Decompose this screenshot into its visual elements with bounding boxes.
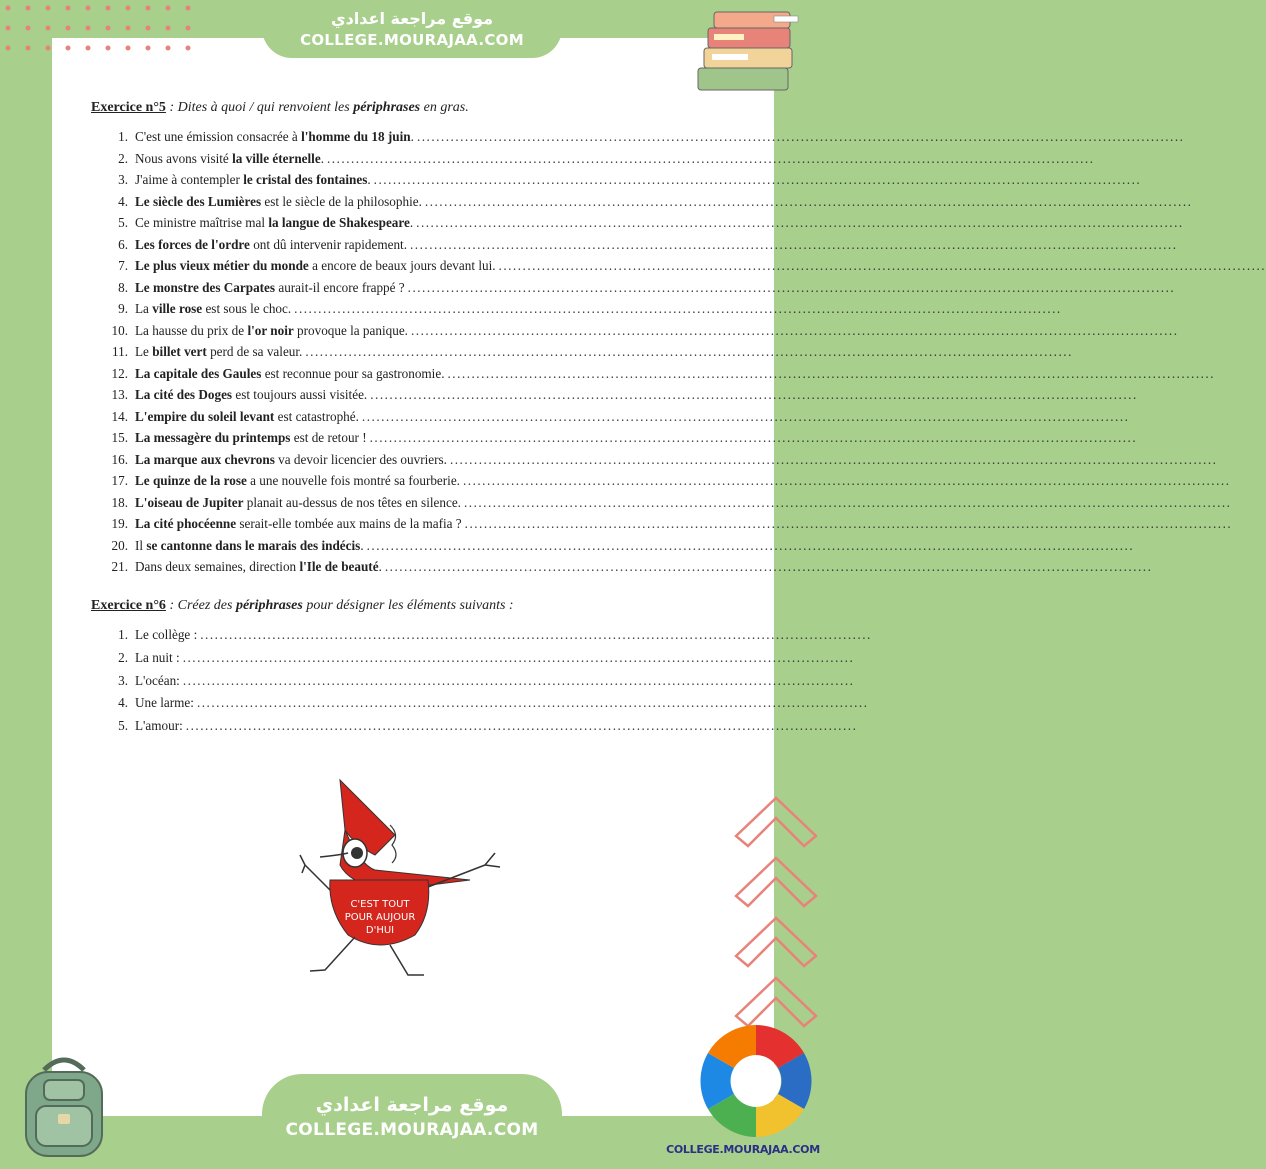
answer-blank[interactable]: ................................................................................................................................................................ [462, 473, 1231, 488]
item-text-plain: planait au-dessus de nos têtes en silence. [243, 494, 461, 510]
item-text [135, 556, 382, 578]
item-text-plain: . [320, 150, 324, 166]
cartoon-caption-line: D'HUI [365, 925, 395, 936]
answer-blank[interactable]: ................................................................................................................................................................ [416, 129, 1185, 144]
item-number: 15. [111, 430, 128, 445]
item-number: 1. [118, 129, 128, 144]
item-text [135, 492, 461, 514]
item-text-plain: serait-elle tombée aux mains de la mafia ? [236, 516, 462, 531]
answer-blank[interactable]: ................................................................................................................................................................ [305, 344, 1073, 359]
exercise-6 [91, 598, 872, 738]
item-number: 10. [111, 322, 128, 338]
answer-blank[interactable]: ................................................................................................................................................................ [294, 301, 1062, 316]
item-periphrase: Les forces de l'ordre [135, 236, 250, 252]
footer-url[interactable]: COLLEGE.MOURAJAA.COM [285, 1120, 539, 1140]
item-text-plain: va devoir licencier des ouvriers. [274, 451, 447, 467]
item-text [135, 234, 407, 256]
exercise-5-item [91, 169, 1142, 191]
item-text-plain: . [367, 172, 371, 187]
exercise-5-title: Exercice n°5 [91, 100, 166, 115]
exercise-5-item [91, 191, 1193, 213]
books-stack-icon [694, 8, 804, 96]
item-label: L'amour: [135, 718, 183, 734]
item-text [135, 513, 462, 535]
item-text [135, 427, 367, 449]
instruction-text: pour désigner les éléments suivants : [302, 598, 514, 613]
item-periphrase: L'empire du soleil levant [135, 408, 275, 424]
item-periphrase: la ville éternelle [232, 150, 321, 166]
answer-blank[interactable]: ................................................................................................................................................................ [373, 172, 1142, 187]
item-text-plain: J'aime à contempler [135, 172, 244, 187]
answer-blank[interactable]: ................................................................................................................................................................ [464, 516, 1233, 531]
instruction-keyword: périphrases [353, 100, 421, 115]
exercise-5-item [91, 255, 1266, 277]
item-text-plain: La [135, 301, 153, 316]
item-text-plain: Le [135, 344, 153, 359]
item-periphrase: l'or noir [247, 322, 294, 338]
exercise-5-item [91, 277, 1176, 299]
item-label: La nuit : [135, 649, 180, 665]
cartoon-caption-line: POUR AUJOUR [344, 912, 416, 923]
item-text-plain: . [360, 537, 364, 553]
item-text [135, 341, 302, 363]
item-periphrase: La cité phocéenne [135, 516, 237, 531]
item-text-plain: Dans deux semaines, direction [135, 559, 300, 574]
item-text [135, 384, 367, 406]
exercise-6-instruction [166, 598, 514, 613]
exercise-5-item [91, 148, 1095, 170]
exercise-5-item [91, 320, 1179, 342]
answer-blank[interactable]: ................................................................................................................................................................ [410, 236, 1178, 252]
exercise-6-title: Exercice n°6 [91, 598, 166, 613]
answer-blank[interactable]: ................................................................................................................................................................ [449, 451, 1218, 467]
item-text-plain: ont dû intervenir rapidement. [249, 236, 407, 252]
item-text-plain: Ce ministre maîtrise mal [135, 215, 269, 230]
item-text [135, 191, 422, 213]
item-number: 2. [118, 649, 128, 665]
decorative-dots [0, 0, 200, 60]
item-text [135, 363, 445, 385]
item-periphrase: Le plus vieux métier du monde [135, 258, 309, 273]
footer-arabic-title: موقع مراجعة اعدادي [315, 1094, 509, 1116]
exercise-5-item [91, 535, 1135, 557]
item-number: 17. [111, 473, 128, 488]
item-number: 1. [118, 627, 128, 642]
item-periphrase: l'homme du 18 juin [301, 129, 411, 144]
item-text [135, 212, 413, 234]
instruction-text: en gras. [420, 100, 469, 115]
item-number: 6. [118, 236, 128, 252]
item-text [135, 449, 447, 471]
item-text [135, 470, 460, 492]
item-text-plain: Nous avons visité [135, 150, 233, 166]
item-periphrase: se cantonne dans le marais des indécis [146, 537, 361, 553]
item-number: 7. [118, 258, 128, 273]
item-text [135, 169, 371, 191]
answer-blank[interactable]: ................................................................................................................................................................ [369, 430, 1138, 445]
exercise-5-item [91, 556, 1153, 578]
exercise-6-heading [91, 598, 711, 614]
header-url[interactable]: COLLEGE.MOURAJAA.COM [300, 31, 524, 49]
item-number: 2. [118, 150, 128, 166]
item-text-plain: est le siècle de la philosophie. [261, 193, 422, 209]
exercise-6-item [91, 692, 869, 715]
exercise-5-item [91, 427, 1138, 449]
exercise-6-item [91, 624, 872, 647]
item-periphrase: Le quinze de la rose [135, 473, 247, 488]
answer-blank[interactable]: ................................................................................................................................................................ [463, 494, 1232, 510]
exercise-5-item [91, 363, 1215, 385]
exercise-5-item [91, 470, 1231, 492]
item-text-plain: est toujours aussi visitée. [232, 387, 368, 402]
item-number: 16. [111, 451, 128, 467]
answer-blank[interactable]: ................................................................................................................................................................ [416, 215, 1184, 230]
chevron-up-decoration-icon [730, 790, 822, 1030]
instruction-text: : Créez des [165, 598, 236, 613]
answer-blank[interactable]: ................................................................................................................................................................ [361, 408, 1130, 424]
item-text-plain: est reconnue pour sa gastronomie. [261, 365, 445, 381]
answer-blank[interactable]: ................................................................................................................................................................ [410, 322, 1179, 338]
item-periphrase: La marque aux chevrons [135, 451, 275, 467]
exercise-6-item [91, 647, 855, 670]
item-text [135, 126, 414, 148]
item-number: 21. [111, 559, 128, 574]
logo-url: COLLEGE.MOURAJAA.COM [666, 1143, 820, 1156]
exercise-5-item [91, 212, 1184, 234]
exercise-5-item [91, 449, 1218, 471]
item-number: 19. [111, 516, 128, 531]
item-number: 9. [118, 301, 128, 316]
item-periphrase: La messagère du printemps [135, 430, 291, 445]
exercise-5-item [91, 384, 1138, 406]
item-number: 13. [111, 387, 128, 402]
exercise-6-item [91, 670, 855, 693]
item-text-plain: . [378, 559, 382, 574]
item-label: Une larme: [135, 695, 194, 711]
cartoon-caption-line: C'EST TOUT [350, 899, 410, 910]
item-number: 4. [118, 193, 128, 209]
item-text-plain: La hausse du prix de [135, 322, 248, 338]
item-number: 5. [118, 215, 128, 230]
exercise-5-item [91, 341, 1073, 363]
answer-blank[interactable]: ................................................................................................................................................................ [366, 537, 1135, 553]
item-text-plain: provoque la panique. [293, 322, 408, 338]
item-number: 5. [118, 718, 128, 734]
item-periphrase: billet vert [152, 344, 207, 359]
item-number: 4. [118, 695, 128, 711]
item-text-plain: Il [135, 537, 147, 553]
item-text [135, 255, 496, 277]
item-text-plain: aurait-il encore frappé ? [275, 279, 405, 295]
footer-banner [262, 1074, 562, 1169]
item-text-plain: est sous le choc. [202, 301, 292, 316]
answer-blank[interactable]: ................................................................................................................................................................ [370, 387, 1138, 402]
red-bird-cartoon [300, 775, 510, 985]
answer-blank[interactable]: ................................................................................................................................................................ [424, 193, 1193, 209]
item-periphrase: la langue de Shakespeare [268, 215, 410, 230]
exercise-5-item [91, 126, 1185, 148]
answer-blank[interactable]: ............................................................................................................................................ [200, 627, 872, 642]
item-periphrase: le cristal des fontaines [243, 172, 368, 187]
exercise-5-item [91, 234, 1178, 256]
item-periphrase: La cité des Doges [135, 387, 233, 402]
item-periphrase: l'Ile de beauté [299, 559, 379, 574]
answer-blank[interactable]: ................................................................................................................................................................ [327, 150, 1095, 166]
instruction-keyword: périphrases [235, 598, 303, 613]
item-number: 3. [118, 672, 128, 688]
item-text-plain: . [409, 215, 414, 230]
item-text-plain: est catastrophé. [274, 408, 359, 424]
item-periphrase: L'oiseau de Jupiter [135, 494, 244, 510]
item-text [135, 406, 359, 428]
item-text-plain: C'est une émission consacrée à [135, 129, 302, 144]
answer-blank[interactable]: ............................................................................................................................................ [182, 649, 855, 665]
item-text-plain: perd de sa valeur. [206, 344, 303, 359]
item-text-plain: a encore de beaux jours devant lui. [308, 258, 496, 273]
exercise-6-list [91, 624, 872, 738]
answer-blank[interactable]: ................................................................................................................................................................ [498, 258, 1266, 273]
exercise-5 [91, 100, 1266, 578]
item-text-plain: est de retour ! [290, 430, 367, 445]
item-text [135, 535, 364, 557]
item-periphrase: ville rose [152, 301, 203, 316]
education-wheel-logo-icon [694, 1022, 818, 1140]
answer-blank[interactable]: ................................................................................................................................................................ [447, 365, 1215, 381]
exercise-5-item [91, 298, 1062, 320]
exercise-5-item [91, 406, 1130, 428]
header-banner [262, 0, 562, 58]
header-arabic-title: موقع مراجعة اعدادي [330, 9, 494, 28]
exercise-5-instruction [166, 100, 469, 115]
answer-blank[interactable]: ................................................................................................................................................................ [384, 559, 1153, 574]
exercise-5-item [91, 492, 1232, 514]
exercise-5-heading [91, 100, 711, 116]
answer-blank[interactable]: ............................................................................................................................................ [196, 695, 869, 711]
exercise-6-item [91, 715, 858, 738]
exercise-5-item [91, 513, 1233, 535]
answer-blank[interactable]: ............................................................................................................................................ [182, 672, 855, 688]
item-number: 12. [111, 365, 128, 381]
item-periphrase: Le monstre des Carpates [135, 279, 276, 295]
backpack-icon [14, 1050, 114, 1160]
answer-blank[interactable]: ............................................................................................................................................ [185, 718, 858, 734]
item-label: L'océan: [135, 672, 180, 688]
item-number: 18. [111, 494, 128, 510]
instruction-text: : Dites à quoi / qui renvoient les [165, 100, 354, 115]
item-number: 11. [112, 344, 128, 359]
item-periphrase: La capitale des Gaules [135, 365, 262, 381]
item-number: 14. [111, 408, 128, 424]
item-text [135, 148, 324, 170]
item-text [135, 298, 291, 320]
exercise-5-list [91, 126, 1266, 578]
item-text-plain: . [410, 129, 414, 144]
item-label: Le collège : [135, 627, 198, 642]
item-text [135, 277, 405, 299]
item-text-plain: a une nouvelle fois montré sa fourberie. [246, 473, 460, 488]
item-number: 20. [111, 537, 128, 553]
item-number: 3. [118, 172, 128, 187]
answer-blank[interactable]: ................................................................................................................................................................ [407, 279, 1176, 295]
item-number: 8. [118, 279, 128, 295]
item-text [135, 320, 408, 342]
item-periphrase: Le siècle des Lumières [135, 193, 262, 209]
